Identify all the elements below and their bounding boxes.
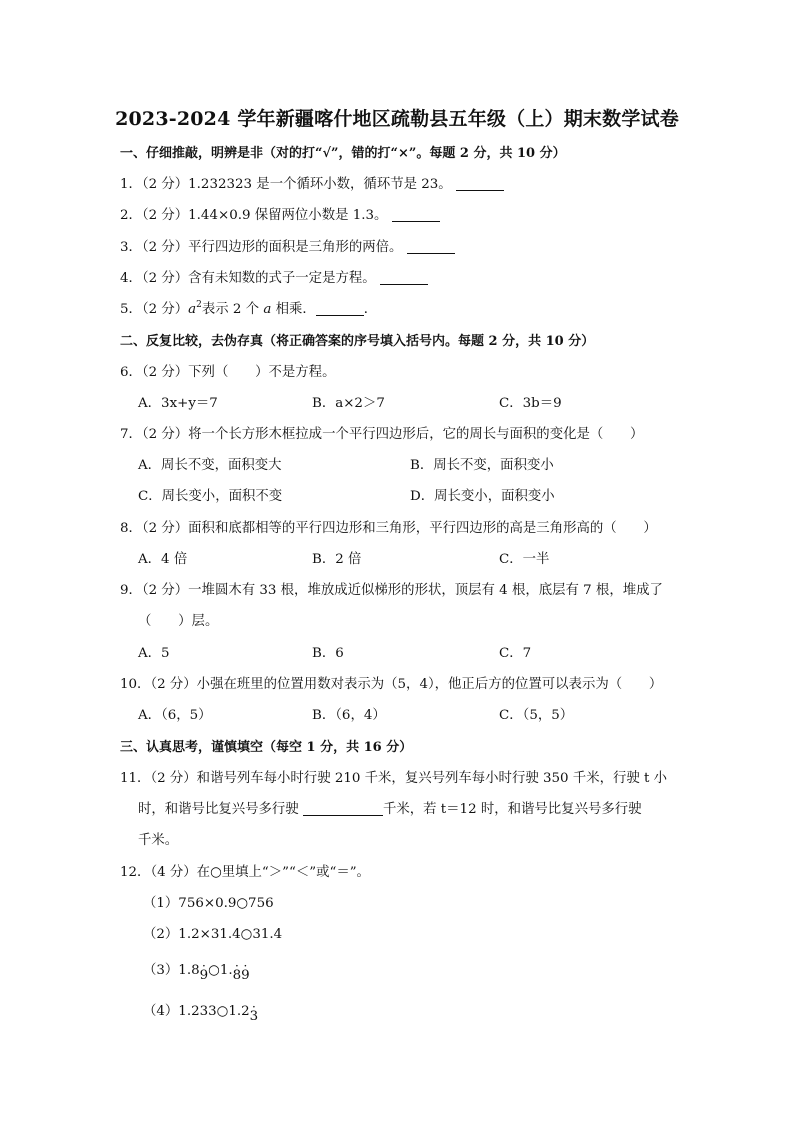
question-5-prefix: 5．（2 分） [120,302,189,317]
question-8: 8．（2 分）面积和底都相等的平行四边形和三角形，平行四边形的高是三角形高的（ ） [120,521,657,536]
question-11-line-1: 11．（2 分）和谐号列车每小时行驶 210 千米，复兴号列车每小时行驶 350 千米，行驶 t 小 [120,771,668,786]
option-b[interactable]: B．2 倍 [312,552,362,567]
option-a[interactable]: A．3x+y＝7 [138,396,218,411]
variable-a: a [263,302,272,317]
answer-blank[interactable] [456,176,504,191]
question-7: 7．（2 分）将一个长方形木框拉成一个平行四边形后，它的周长与面积的变化是（ ） [120,427,644,442]
option-d[interactable]: D．周长变小，面积变小 [410,489,555,504]
repeating-digit: · 9 [200,967,209,985]
question-2 [120,207,440,225]
variable-a: a [188,302,197,317]
question-6: 6．（2 分）下列（ ）不是方程。 [120,365,336,380]
question-11-line-3: 千米。 [138,833,179,848]
question-3 [120,239,455,257]
question-12-part-4 [143,1003,259,1024]
option-b[interactable]: B．周长不变，面积变小 [410,458,554,473]
answer-blank[interactable] [316,301,364,316]
question-11-text-a: 时，和谐号比复兴号多行驶 [138,802,299,817]
question-9-line-1: 9．（2 分）一堆圆木有 33 根，堆放成近似梯形的形状，顶层有 4 根，底层有 7 根，堆成了 [120,583,663,598]
question-2-text: 2．（2 分）1.44×0.9 保留两位小数是 1.3。 [120,208,388,223]
option-c[interactable]: C．一半 [499,552,550,567]
q12-3-prefix: （3）1.8 [143,963,200,978]
option-a[interactable]: A．（6，5） [138,708,212,723]
option-a[interactable]: A．5 [138,646,170,661]
answer-blank[interactable] [407,239,455,254]
question-9-line-2: （ ）层。 [138,614,219,629]
question-4-text: 4．（2 分）含有未知数的式子一定是方程。 [120,271,376,286]
question-11-line-2 [138,801,642,819]
question-12-part-3 [143,962,250,983]
question-11-text-b: 千米，若 t＝12 时，和谐号比复兴号多行驶 [382,802,642,817]
section-3-heading: 三、认真思考，谨慎填空（每空 1 分，共 16 分） [120,740,413,755]
question-12-part-1: （1）756×0.9○756 [143,896,274,911]
question-5-mid: 表示 2 个 [201,302,260,317]
question-4 [120,270,428,288]
question-5 [120,301,377,319]
repeating-digit: · 3 [250,1008,259,1026]
section-2-heading: 二、反复比较，去伪存真（将正确答案的序号填入括号内。每题 2 分，共 10 分） [120,334,595,349]
option-c[interactable]: C．3b＝9 [499,396,562,411]
option-b[interactable]: B．（6，4） [312,708,386,723]
option-c[interactable]: C．周长变小，面积不变 [138,489,283,504]
repeating-digit: · 9 [241,967,250,985]
option-c[interactable]: C．（5，5） [499,708,574,723]
answer-blank[interactable] [303,801,383,816]
question-12-part-2: （2）1.2×31.4○31.4 [143,927,283,942]
question-5-suffix: 相乘． [275,302,316,317]
option-a[interactable]: A．4 倍 [138,552,188,567]
question-12: 12．（4 分）在○里填上“＞”“＜”或“＝”。 [120,865,370,880]
option-c[interactable]: C．7 [499,646,532,661]
question-3-text: 3．（2 分）平行四边形的面积是三角形的两倍。 [120,240,403,255]
question-5-end: ． [363,302,378,317]
question-10: 10．（2 分）小强在班里的位置用数对表示为（5，4），他正后方的位置可以表示为（ ） [120,677,663,692]
q12-4-prefix: （4）1.233○1.2 [143,1004,250,1019]
answer-blank[interactable] [380,270,428,285]
option-b[interactable]: B．a×2＞7 [312,396,385,411]
section-1-heading: 一、仔细推敲，明辨是非（对的打“√”，错的打“×”。每题 2 分，共 10 分） [120,146,566,161]
question-1-text: 1．（2 分）1.232323 是一个循环小数，循环节是 23。 [120,177,452,192]
page-title: 2023-2024 学年新疆喀什地区疏勒县五年级（上）期末数学试卷 [115,108,679,130]
exponent: 2 [196,300,202,310]
answer-blank[interactable] [392,207,440,222]
question-1 [120,176,504,194]
option-a[interactable]: A．周长不变，面积变大 [138,458,282,473]
option-b[interactable]: B．6 [312,646,344,661]
q12-3-mid: ○1. [208,963,233,978]
repeating-digit: · 8 [233,967,242,985]
